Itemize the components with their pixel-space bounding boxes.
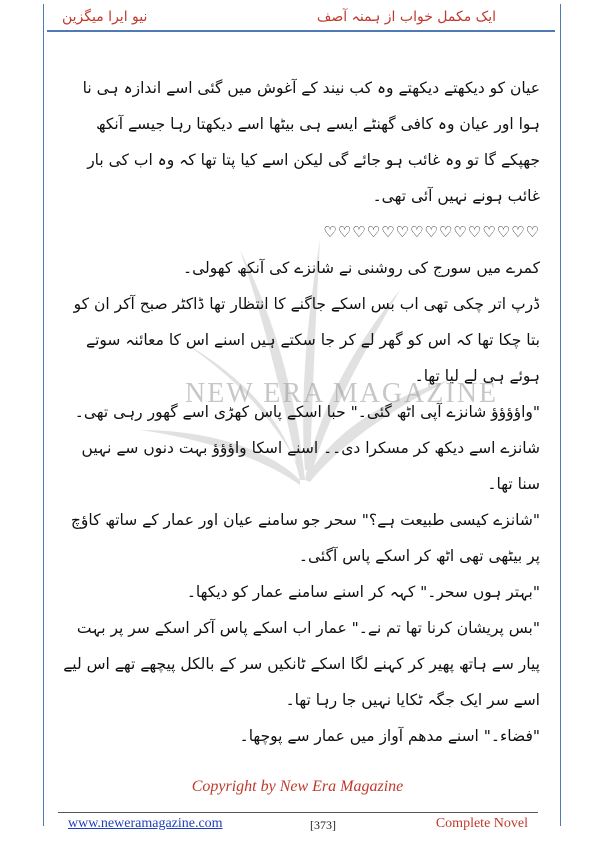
magazine-name: نیو ایرا میگزین — [62, 9, 148, 25]
novel-title: ایک مکمل خواب از ہمنہ آصف — [316, 9, 496, 25]
header-rule — [47, 30, 555, 32]
page-number: [373] — [310, 818, 336, 832]
copyright-notice: Copyright by New Era Magazine — [191, 778, 404, 795]
paragraph: ڈرپ اتر چکی تھی اب بس اسکے جاگنے کا انتظار تھا ڈاکٹر صبح آکر ان کو بتا چکا تھا کہ اس کو گھر لے کر جا سکتے ہیں اسنے اس کا معائنہ سوتے ہوئے ہی لے لیا تھا۔ — [73, 295, 540, 385]
paragraph: "بس پریشان کرنا تھا تم نے۔" عمار اب اسکے پاس آکر اسکے سر پر بہت پیار سے ہاتھ پھیر کر کہنے لگا اسکے ٹانکیں سر کے بالکل پیچھے تھے اس لیے اسے سر ایک جگہ ٹکایا نہیں جا رہا تھا۔ — [63, 619, 540, 709]
watermark-text: NEW ERA MAGAZINE — [185, 378, 499, 409]
page-header — [50, 6, 554, 30]
footer-rule — [58, 812, 538, 813]
paragraph: عیان کو دیکھتے دیکھتے وہ کب نیند کے آغوش میں گئی اسے اندازہ ہی نا ہوا اور عیان وہ کافی گھنٹے ایسے ہی بیٹھا اسے دیکھتا رہا جیسے آنکھ جھپکے گا تو وہ غائب ہو جائے گی لیکن اسے کیا پتا تھا کہ وہ اب کی بار غائب ہونے نہیں آئی تھی۔ — [82, 79, 540, 205]
paragraph: شانزے اسے دیکھ کر مسکرا دی۔۔ اسنے اسکا واؤؤؤ بہت دنوں سے نہیں سنا تھا۔ — [81, 439, 540, 493]
footer-label: Complete Novel — [435, 816, 528, 831]
paragraph: "فضاء۔" اسنے مدھم آواز میں عمار سے پوچھا۔ — [239, 727, 540, 745]
paragraph: "واؤؤؤؤ شانزے آپی اٹھ گئی۔" حبا اسکے پاس کھڑی اسے گھور رہی تھی۔ — [74, 403, 540, 421]
page-footer — [58, 816, 538, 836]
hearts-divider: ♡♡♡♡♡♡♡♡♡♡♡♡♡♡♡ — [323, 223, 540, 241]
paragraph: کمرے میں سورج کی روشنی نے شانزے کی آنکھ کھولی۔ — [182, 259, 540, 277]
website-link[interactable]: www.neweramagazine.com — [68, 816, 223, 831]
story-body — [60, 70, 540, 754]
paragraph: "شانزے کیسی طبیعت ہے؟" سحر جو سامنے عیان اور عمار کے ساتھ کاؤچ پر بیٹھی تھی اٹھ کر اسکے پاس آگئی۔ — [70, 511, 540, 565]
paragraph: "بہتر ہوں سحر۔" کہہ کر اسنے سامنے عمار کو دیکھا۔ — [186, 583, 540, 601]
